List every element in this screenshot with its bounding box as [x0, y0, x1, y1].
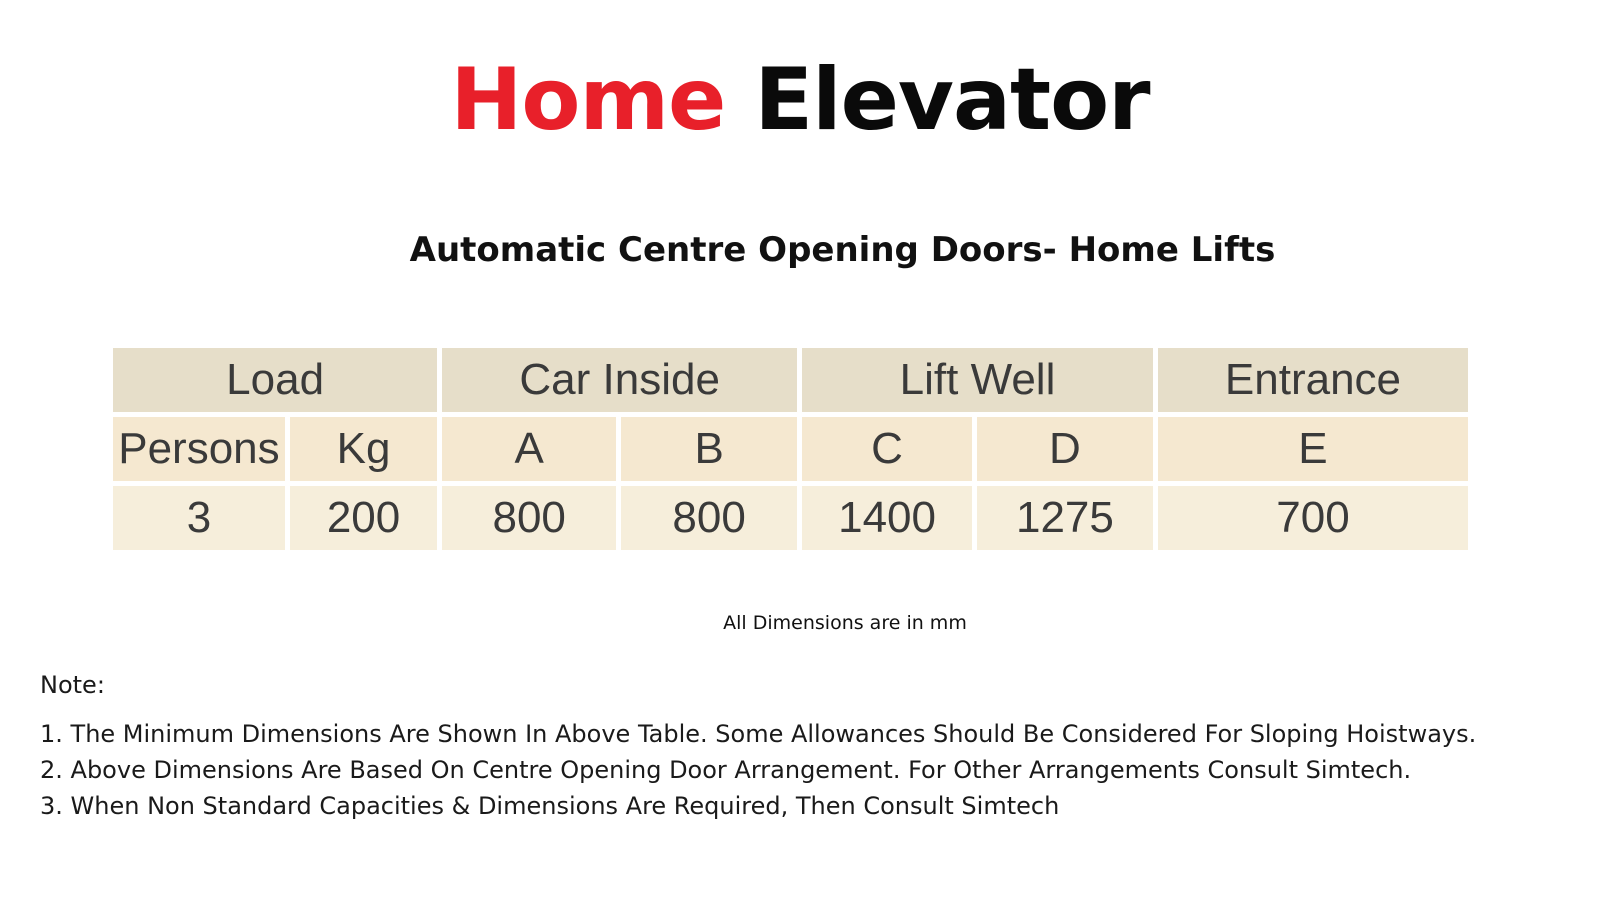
- cell-persons: 3: [113, 486, 285, 550]
- note-item: 3. When Non Standard Capacities & Dimensions Are Required, Then Consult Simtech: [40, 792, 1060, 820]
- column-header-c: C: [802, 417, 972, 481]
- group-header-lift-well: Lift Well: [802, 348, 1153, 412]
- cell-e: 700: [1158, 486, 1468, 550]
- group-header-car-inside: Car Inside: [442, 348, 797, 412]
- column-header-b: B: [621, 417, 797, 481]
- note-item: 1. The Minimum Dimensions Are Shown In Above Table. Some Allowances Should Be Considered For Sloping Hoistways.: [40, 720, 1477, 748]
- title-word-home: Home: [450, 50, 726, 150]
- cell-c: 1400: [802, 486, 972, 550]
- note-item: 2. Above Dimensions Are Based On Centre Opening Door Arrangement. For Other Arrangements Consult Simtech.: [40, 756, 1412, 784]
- cell-a: 800: [442, 486, 616, 550]
- group-header-load: Load: [113, 348, 437, 412]
- title-word-elevator: Elevator: [754, 50, 1150, 150]
- dimensions-table: [108, 343, 1473, 555]
- column-header-a: A: [442, 417, 616, 481]
- notes-section: [40, 670, 1476, 824]
- column-header-e: E: [1158, 417, 1468, 481]
- group-header-entrance: Entrance: [1158, 348, 1468, 412]
- cell-d: 1275: [977, 486, 1153, 550]
- table-group-header-row: [113, 348, 1468, 412]
- notes-heading: Note:: [40, 671, 105, 699]
- page-title: [0, 50, 1600, 150]
- table-column-header-row: [113, 417, 1468, 481]
- table-row: [113, 486, 1468, 550]
- cell-b: 800: [621, 486, 797, 550]
- column-header-persons: Persons: [113, 417, 285, 481]
- column-header-d: D: [977, 417, 1153, 481]
- cell-kg: 200: [290, 486, 437, 550]
- column-header-kg: Kg: [290, 417, 437, 481]
- page-subtitle: Automatic Centre Opening Doors- Home Lifts: [409, 230, 1276, 270]
- units-caption: All Dimensions are in mm: [723, 612, 967, 634]
